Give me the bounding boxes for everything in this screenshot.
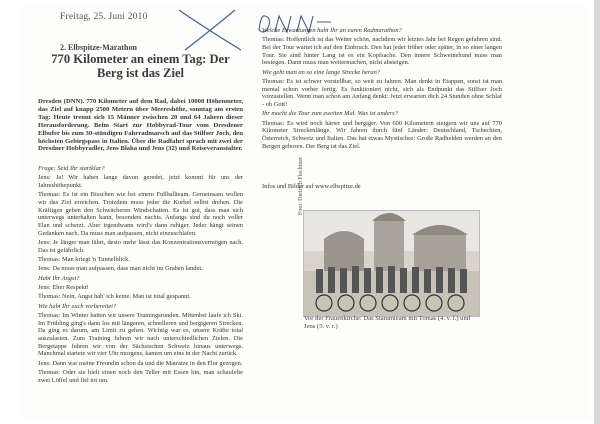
interview-paragraph: Thomas: Es wird noch härter und bergiger. Von 600 Kilometern steigern wir uns auf 770 Kilometer Streckenlänge. Wir fahren durch fünf Länder: Deutschland, Tschechien, Österreich, Schweiz und Italien. Das hat etwas Mystisches: Große Radhelden werden an den Bergen geboren. Der Berg ist das Ziel. xyxy=(262,119,502,150)
article-kicker: 2. Elbspitze-Marathon xyxy=(60,43,137,52)
interview-column-left xyxy=(38,165,243,386)
article-lead: Dresden (DNN). 770 Kilometer auf dem Rad, dabei 10000 Höhenmeter, das Ziel auf knapp 2500 Metern über Meereshöhe, sonntag am ersten Tag: Heute trennt sich 15 Männer zwischen 20 und 64 Jahren dieser Herausforderung. Beim Start zur Hobbyrad-Tour vom Dresdener Elbufer bis zum 30-stündigen Fahrradmarsch auf das Stilfser Joch, den höchsten Gebirgspass in Italien. Über die Radfahrt sprach mit zwei der Dresdner Hobbyradler, Jens Blaha und Jens (32) und Reiseveranstalter. xyxy=(38,98,243,153)
photo-credit: Foto: Dietrich Flechtner xyxy=(298,157,304,215)
issue-date: Freitag, 25. Juni 2010 xyxy=(60,12,148,22)
web-link: Infos und Bilder auf www.elbspitze.de xyxy=(262,183,361,190)
interview-paragraph: Thomas: Oder sie hielt einen noch den Teller mit Essen hin, man schaufelte zwei Löffel und fiel tot um. xyxy=(38,369,243,384)
article-headline: 770 Kilometer an einem Tag: Der Berg ist das Ziel xyxy=(51,52,230,80)
interview-paragraph: Thomas: Nein, Angst hab' ich keine. Man ist total gespannt. xyxy=(38,293,191,301)
interview-paragraph: Thomas: Hoffentlich ist das Wetter schön, nachdem wir letztes Jahr bei Regen gefahren sind. Bei der Tour wartet ich auf den Einbruch. Den hat jeder früher oder später, in so einer langen Tour. Sie sind hinter Lang ist es ein Kopfsache. Den innere Schweinehund muss man besiegen. Dann muss man weitermachen, nicht absteigen. xyxy=(262,36,502,67)
interview-paragraph: Jens: Dann war meine Freundin schon da und die Matratze in den Flur gezogen. xyxy=(38,359,243,367)
team-photo xyxy=(303,210,480,317)
interview-paragraph: Frage: Seid Ihr startklar? xyxy=(38,165,105,172)
interview-paragraph: Jens: Eher Respekt! xyxy=(38,284,89,291)
interview-paragraph: Jens: Je länger man fährt, desto mehr lässt das Konzentrationsvermögen nach. Das ist gefährlich. xyxy=(38,239,243,254)
handwritten-x-mark xyxy=(175,6,245,54)
interview-paragraph: Jens: Da muss man aufpassen, dass man nicht im Graben landet. xyxy=(38,265,203,273)
interview-paragraph: Welche Erwartungen habt Ihr an euren Radmarathon? xyxy=(262,27,402,34)
interview-paragraph: Thomas: Es ist ein Bisschen wie bei einem Fußballteam. Gemeinsam wollen wir das Ziel erreichen. Trotzdem muss jeder die Kurbel selbst drehen. Die Kräftigen geben den Schwächeren Windschatten. Es ist gut, dass man sich unterwegs unterhalten kann, besonders nachts. Anfangs sind du noch voller Elan und scherzt. Aber irgendwann wird's dann ruhiger. Jeder hängt seinen Gedanken nach. Da muss man aufpassen, nicht einzuschlafen. xyxy=(38,191,243,237)
interview-paragraph: Habt Ihr Angst? xyxy=(38,274,80,282)
scan-edge xyxy=(594,0,600,424)
interview-paragraph: Wie geht man an so eine lange Strecke heran? xyxy=(262,68,380,76)
interview-paragraph: Wie habt Ihr euch vorbereitet? xyxy=(38,302,117,310)
photo-caption: Vor der Frauenkirche: Das Stammteam mit Tomas (4. v. l.) und Jens (5. v. r.) xyxy=(304,315,471,330)
interview-paragraph: Ihr macht die Tour zum zweiten Mal. Was ist anders? xyxy=(262,110,398,118)
interview-paragraph: Thomas: Man kriegt 'n Tunnelblick. xyxy=(38,256,130,264)
interview-column-right xyxy=(262,27,502,152)
interview-paragraph: Thomas: Im Winter hatten wir unsere Trainingsrunden. Mittenbei laufe ich Ski. Im Frühling ging's dann los mit längeren, schnelleren und bergigeren Strecken. Da ging es darum, am Limit zu gehen. Wichtig war es, unsere Kräfte total auszulasten. Zum Training fuhren wir nach unterschiedlichen Zielen. Die Bergetappe fuhren wir von der Sächsischen Schweiz hinaus unterwegs. Manchmal startete wir vier Uhr morgens, kamen um eins in der Nacht zurück. xyxy=(38,311,243,358)
interview-paragraph: Jens: Ja! Wir haben lange davon geredet, jetzt kommt für uns der Jahreshöhepunkt. xyxy=(38,174,243,189)
interview-paragraph: Thomas: Es ist schwer vorstellbar, so weit zu fahren. Man denkt in Etappen, sonst ist man mental schon vorher fertig. Es funktioniert nicht, sich als Endpunkt das Stilfser Joch vorzustellen. Wenn man schon am Anfang denkt: Jetzt erwarten dich 24 Stunden ohne Schlaf - ob Gott! xyxy=(262,78,502,109)
